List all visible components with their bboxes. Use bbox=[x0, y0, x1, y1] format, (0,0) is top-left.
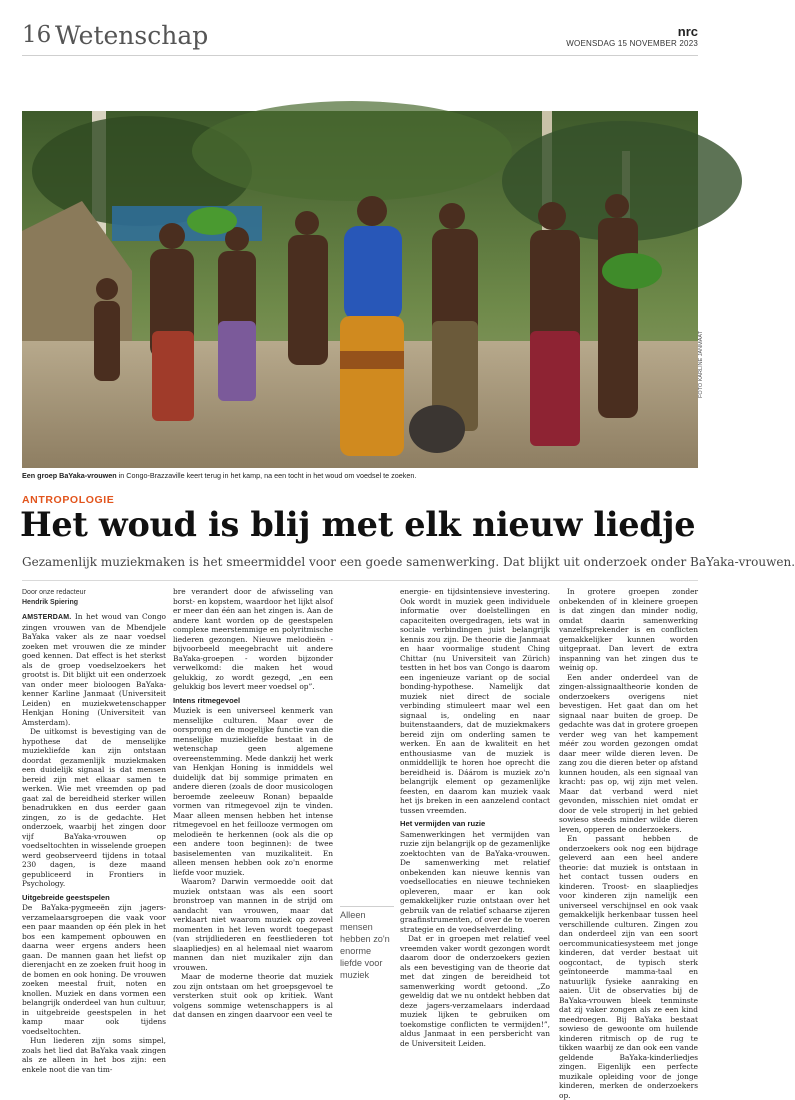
article-column-4 bbox=[559, 587, 698, 1100]
paragraph: Een ander onderdeel van de zingen-alssignaaltheorie konden de onderzoekers overigens niet bevestigen. Het gaat dan om het signaal naar buiten de groep. De gedachte was dat in grotere groepen verder weg van het kampement méér zou worden gezongen omdat daar meer wilde dieren leven. De zang zou die dieren beter op afstand kunnen houden, als een signaal van kracht: pas op, wij zijn met velen. Maar dat verband werd niet gevonden, misschien niet omdat er door de vele stroperij in het gebied sowieso steeds minder wilde dieren leven, opperen de onderzoekers. bbox=[559, 672, 698, 834]
subheading: Het vermijden van ruzie bbox=[400, 819, 486, 828]
byline bbox=[22, 588, 86, 608]
paragraph: bre verandert door de afwisseling van borst- en kopstem, waardoor het lijkt alsof er meer dan één aan het zingen is. Aan de andere kant worden op de geestspelen complexe meerstemmige en polyritmische liederen gezongen. Nieuwe melodieën - bijvoorbeeld meegebracht uit andere BaYaka-groepen - worden bijzonder verwelkomd: die maken het woud gelukkig, zo wordt gezegd, „en een gelukkig bos levert meer voedsel op”. bbox=[173, 587, 333, 691]
paragraph: Maar de moderne theorie dat muziek zou zijn ontstaan om het groepsgevoel te versterken stuit ook op kritiek. Want volgens sommige wetenschappers is al dat dansen en zingen daarvoor een veel te bbox=[173, 972, 333, 1019]
article-column-2 bbox=[173, 587, 333, 1019]
page-header bbox=[22, 20, 698, 56]
paragraph: Samenwerkingen het vermijden van ruzie zijn belangrijk op de gezamenlijke zoektochten van de BaYaka-vrouwen. De samenwerking met relatief onbekenden kan nieuwe kennis van voedsellocaties en nieuwe technieken opleveren, maar er kan ook gemakkelijker ruzie ontstaan over het gebruik van de relatief schaarse zijeren graafinstrumenten, of over de te voeren strategie en de voedselverdeling. bbox=[400, 829, 550, 934]
paragraph: AMSTERDAM. In het woud van Congo zingen vrouwen van de Mbendjele BaYaka vaker als ze naar voedsel zoeken met vrouwen die ze minder goed kennen. Dat effect is het sterkst als de groep voedselzoekers het grootst is. Dit blijkt uit een onderzoek van onder meer bioloogen BaYaka-kenner Karline Janmaat (Universiteit Leiden) en muziekwetenschapper Henkjan Honing (Universiteit van Amsterdam). bbox=[22, 612, 166, 727]
byline-author[interactable]: Hendrik Spiering bbox=[22, 599, 79, 606]
article-standfirst: Gezamenlijk muziekmaken is het smeermiddel voor een goede samenwerking. Dat blijkt uit onderzoek onder BaYaka-vrouwen. bbox=[22, 555, 795, 569]
paragraph: energie- en tijdsintensieve investering. Ook wordt in muziek geen individuele informatie over doelstellingen en capaciteiten overgedragen, iets wat in sociale verbindingen juist belangrijk kennis zou zijn. De theorie die Janmaat en haar voormalige student Ching Chittar (nu Universiteit van Zürich) testten in het bos van Congo is daarom een ingenieuze variant op de social bonding-hypothese. Namelijk dat muziek niet direct de sociale verbinding stimuleert maar wel een signaal is, ondeling en naar buitenstaanders, dat de muziekmakers bereid zijn om onderling samen te werken. En aan de kwaliteit en het enthousiasme van de muziek is onmiddellijk te horen hoe oprecht die bereidheid is. Dáárom is muziek zo'n belangrijk element op gezamenlijke feesten, en daarom kan muziek vaak het ijs breken in een aanzelend contact tussen vreemden. bbox=[400, 587, 550, 815]
paragraph: In grotere groepen zonder onbekenden of in kleinere groepen is dat zingen dan minder nodig, omdat daarin samenwerking vanzelfsprekender is en conflicten gemakkelijker kunnen worden uitgepraat. Dan levert de extra inspanning van het zingen dus te weinig op. bbox=[559, 587, 698, 672]
photo-credit: FOTO KARLINE JANMAAT bbox=[698, 330, 704, 398]
subheading: Intens ritmegevoel bbox=[173, 695, 241, 705]
section-title[interactable]: Wetenschap bbox=[55, 21, 209, 50]
subheading: Uitgebreide geestspelen bbox=[22, 892, 110, 902]
caption-text: in Congo-Brazzaville keert terug in het kamp, na een tocht in het woud om voedsel te zoeken. bbox=[116, 471, 417, 480]
page-number: 16 bbox=[22, 22, 52, 48]
byline-prefix: Door onze redacteur bbox=[22, 589, 86, 596]
article-photo bbox=[22, 111, 698, 468]
photo-caption bbox=[22, 471, 698, 480]
paragraph: Waarom? Darwin vermoedde ooit dat muziek ontstaan was als een soort bronstroep van mannen in de strijd om aandacht van vrouwen, maar dat verklaart niet waarom muziek op zoveel momenten in het leven wordt toegepast (van strijdliederen en feestliederen tot slaapliedjes) en al helemaal niet waarom mannen dan niet muzikaler zijn dan vrouwen. bbox=[173, 877, 333, 972]
article-column-3 bbox=[400, 587, 550, 1048]
caption-lead: Een groep BaYaka-vrouwen bbox=[22, 471, 117, 480]
issue-date: WOENSDAG 15 NOVEMBER 2023 bbox=[566, 39, 698, 48]
pull-quote: Alleen mensen hebben zo'n enorme liefde voor muziek bbox=[340, 906, 394, 986]
paragraph: De BaYaka-pygmeeën zijn jagers-verzamelaarsgroepen die vaak voor een paar maanden op één plek in het bos een kampement opbouwen en daarna weer ergens anders heen gaan. De mannen gaan het liefst op dierenjacht en ze zoeken fruit hoog in de bomen en ook honing. De vrouwen zoeken meestal fruit, noten en knollen. Muziek en dans vormen een belangrijk onderdeel van hun cultuur, in uitgebreide geestspelen in het kamp maar ook tijdens voedseltochten. bbox=[22, 903, 166, 1036]
paragraph: En passant hebben de onderzoekers ook nog een bijdrage geleverd aan een heel andere theorie: dat muziek is ontstaan in het contact tussen ouders en kinderen. Troost- en slaapliedjes voor kinderen zijn namelijk een universeel verschijnsel en ook vaak gemakkelijk herkenbaar tussen heel verschillende culturen. Zingen zou dan onderdeel zijn van een soort oercommunicatiesysteem met jonge kinderen, dat verder bestaat uit oogcontact, de typisch sterk geïntoneerde mamma-taal en natuurlijk fysieke aanraking en aaien. Uit de observaties bij de BaYaka-vrouwen bleek tenminste dat zij vaker zongen als ze een kind meedroegen. Bij BaYaka bestaat sowieso de gewoonte om huilende kinderen ritmisch op de rug te tikken waarbij ze dan ook een vande geldende BaYaka-kinderliedjes zingen. Eigenlijk een perfecte muzikale opleiding voor de jonge kinderen, merken de onderzoekers op. bbox=[559, 834, 698, 1100]
paragraph: Muziek is een universeel kenmerk van menselijke culturen. Maar over de oorsprong en de mogelijke functie van die menselijke muziekliefde bestaat in de wetenschap geen algemene overeenstemming. Mede dankzij het werk van Henkjan Honing is inmiddels wel duidelijk dat bij sommige primaten en andere dieren (zoals de door musicologen beroemde zeeleeuw Ronan) bepaalde vormen van ritmegevoel zijn te vinden. Maar alleen mensen hebben het intense ritmegevoel en het feillooze vermogen om melodieën te herkennen (ook als die op een andere toon beginnen): de twee basiselementen van muzikaliteit. En alleen mensen hebben ook zo'n enorme liefde voor muziek. bbox=[173, 706, 333, 877]
divider bbox=[22, 580, 698, 581]
article-column-1 bbox=[22, 612, 166, 1074]
dateline-lead: AMSTERDAM. bbox=[22, 614, 72, 621]
article-kicker[interactable]: ANTROPOLOGIE bbox=[22, 494, 115, 506]
paragraph: De uitkomst is bevestiging van de hypothese dat de menselijke muziekliefde kan zijn ontstaan doordat gezamenlijk muziekmaken een duidelijk signaal is dat mensen bereid zijn met elkaar samen te werken. Wie met vreemden op pad gaat zal de bereidheid sterker willen benadrukken en dus eerder gaan zingen, zo is de gedachte. Het onderzoek, waarbij het zingen door vijf BaYaka-vrouwen op voedseltochten in wisselende groepen werd geobserveerd tijdens in totaal 230 dagen, is deze maand gepubliceerd in Frontiers in Psychology. bbox=[22, 727, 166, 888]
article-headline: Het woud is blij met elk nieuw liedje bbox=[20, 505, 696, 544]
paragraph: Hun liederen zijn soms simpel, zoals het lied dat BaYaka vaak zingen als ze alleen in het bos zijn: een enkele noot die van tim- bbox=[22, 1036, 166, 1074]
paragraph: Dat er in groepen met relatief veel vreemden vaker wordt gezongen wordt daarom door de onderzoekers gezien als een bevestiging van de theorie dat met dat zingen de bereidheid tot samenwerking wordt getoond. „Zo geweldig dat we nu ontdekt hebben dat deze jagers-verzamelaars inderdaad muziek lijken te gebruiken om toekomstige conflicten te vermijden!”, aldus Janmaat in een persbericht van de Universiteit Leiden. bbox=[400, 934, 550, 1048]
newspaper-logo: nrc bbox=[677, 24, 698, 39]
photo-illustration bbox=[22, 111, 698, 468]
